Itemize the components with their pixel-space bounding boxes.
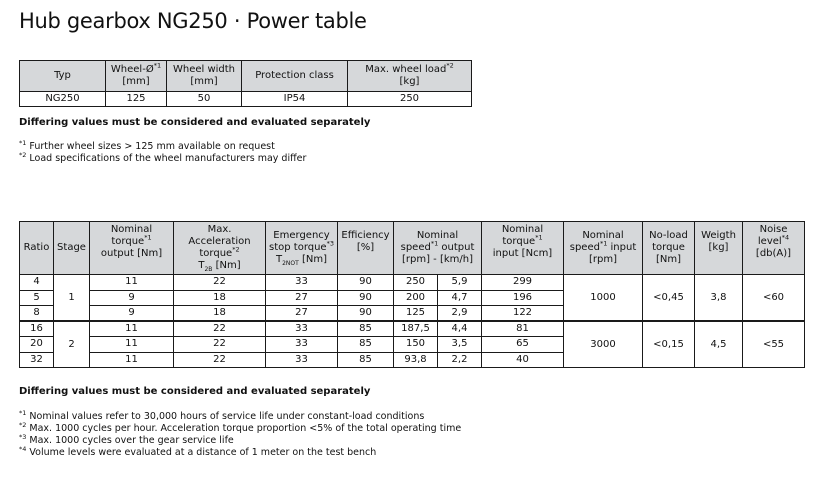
- cell-stage: 2: [54, 321, 90, 368]
- cell-noise-level: <55: [743, 321, 805, 368]
- header-nominal-speed-output: Nominal speed$^{*1}$ output [rpm] - [km/h]: [394, 222, 482, 275]
- page-title: Hub gearbox NG250 · Power table: [19, 9, 367, 33]
- cell-torque-input: 65: [482, 337, 564, 353]
- cell-speed-input: 1000: [564, 275, 643, 322]
- footnote: $^{*1}$ Nominal values refer to 30,000 hours of service life under constant-load conditions: [19, 408, 425, 422]
- cell-efficiency: 90: [338, 306, 394, 322]
- cell-wheel-diameter: 125: [106, 92, 167, 107]
- cell-speed-kmh: 2,2: [438, 352, 482, 368]
- cell-speed-rpm: 187,5: [394, 321, 438, 337]
- cell-emergency-torque: 27: [266, 290, 338, 306]
- cell-ratio: 32: [20, 352, 54, 368]
- cell-efficiency: 90: [338, 290, 394, 306]
- cell-speed-kmh: 5,9: [438, 275, 482, 291]
- cell-torque-output: 11: [90, 275, 174, 291]
- cell-torque-output: 11: [90, 337, 174, 353]
- footnote: $^{*1}$ Further wheel sizes > 125 mm available on request: [19, 138, 275, 152]
- cell-efficiency: 85: [338, 352, 394, 368]
- cell-torque-output: 11: [90, 321, 174, 337]
- power-table: [19, 221, 805, 368]
- cell-wheel-width: 50: [167, 92, 242, 107]
- cell-emergency-torque: 33: [266, 321, 338, 337]
- cell-emergency-torque: 27: [266, 306, 338, 322]
- cell-speed-kmh: 2,9: [438, 306, 482, 322]
- header-nominal-torque-input: Nominal torque$^{*1}$ input [Ncm]: [482, 222, 564, 275]
- header-nominal-torque-output: Nominal torque$^{*1}$ output [Nm]: [90, 222, 174, 275]
- cell-torque-input: 196: [482, 290, 564, 306]
- table-row: [20, 275, 805, 291]
- cell-ratio: 8: [20, 306, 54, 322]
- cell-noise-level: <60: [743, 275, 805, 322]
- cell-accel-torque: 22: [174, 275, 266, 291]
- cell-speed-rpm: 250: [394, 275, 438, 291]
- cell-emergency-torque: 33: [266, 275, 338, 291]
- header-wheel-diameter: Wheel-$Ø^{*1}$ [mm]: [106, 61, 167, 92]
- cell-speed-rpm: 93,8: [394, 352, 438, 368]
- header-no-load-torque: No-load torque [Nm]: [643, 222, 695, 275]
- header-ratio: Ratio: [20, 222, 54, 275]
- cell-speed-kmh: 4,4: [438, 321, 482, 337]
- cell-emergency-torque: 33: [266, 337, 338, 353]
- footnotes-top: [19, 138, 307, 165]
- cell-speed-kmh: 3,5: [438, 337, 482, 353]
- cell-speed-input: 3000: [564, 321, 643, 368]
- header-efficiency: Efficiency [%]: [338, 222, 394, 275]
- cell-weight: 3,8: [695, 275, 743, 322]
- footnote: $^{*2}$ Load specifications of the wheel manufacturers may differ: [19, 150, 307, 164]
- cell-no-load-torque: <0,15: [643, 321, 695, 368]
- table-header-row: [20, 222, 805, 275]
- header-max-acceleration-torque: Max. Acceleration torque$^{*2}$ $T_{2B}$ [Nm]: [174, 222, 266, 275]
- cell-torque-input: 81: [482, 321, 564, 337]
- cell-protection-class: IP54: [242, 92, 348, 107]
- cell-torque-output: 11: [90, 352, 174, 368]
- cell-speed-rpm: 200: [394, 290, 438, 306]
- cell-speed-rpm: 150: [394, 337, 438, 353]
- table-header-row: [20, 61, 472, 92]
- header-typ: Typ: [20, 61, 106, 92]
- header-stage: Stage: [54, 222, 90, 275]
- cell-weight: 4,5: [695, 321, 743, 368]
- cell-efficiency: 85: [338, 337, 394, 353]
- cell-torque-input: 40: [482, 352, 564, 368]
- header-weight: Weigth [kg]: [695, 222, 743, 275]
- cell-emergency-torque: 33: [266, 352, 338, 368]
- cell-accel-torque: 22: [174, 321, 266, 337]
- table-row: [20, 92, 472, 107]
- footnotes-bottom: [19, 408, 462, 459]
- cell-speed-kmh: 4,7: [438, 290, 482, 306]
- cell-torque-output: 9: [90, 290, 174, 306]
- header-emergency-stop-torque: Emergency stop torque$^{*3}$ $T_{2NOT}$ [Nm]: [266, 222, 338, 275]
- cell-efficiency: 85: [338, 321, 394, 337]
- cell-max-wheel-load: 250: [348, 92, 472, 107]
- cell-accel-torque: 22: [174, 337, 266, 353]
- footnote: $^{*4}$ Volume levels were evaluated at a distance of 1 meter on the test bench: [19, 444, 377, 458]
- cell-speed-rpm: 125: [394, 306, 438, 322]
- cell-torque-input: 299: [482, 275, 564, 291]
- table-row: [20, 321, 805, 337]
- cell-accel-torque: 22: [174, 352, 266, 368]
- cell-typ: NG250: [20, 92, 106, 107]
- note-differing-values: Differing values must be considered and evaluated separately: [19, 117, 371, 128]
- footnote: $^{*3}$ Max. 1000 cycles over the gear service life: [19, 432, 234, 446]
- header-protection-class: Protection class: [242, 61, 348, 92]
- note-differing-values: Differing values must be considered and evaluated separately: [19, 386, 371, 397]
- header-nominal-speed-input: Nominal speed$^{*1}$ input [rpm]: [564, 222, 643, 275]
- cell-accel-torque: 18: [174, 306, 266, 322]
- cell-ratio: 16: [20, 321, 54, 337]
- cell-efficiency: 90: [338, 275, 394, 291]
- cell-torque-input: 122: [482, 306, 564, 322]
- product-spec-table: [19, 60, 472, 107]
- cell-stage: 1: [54, 275, 90, 322]
- cell-ratio: 20: [20, 337, 54, 353]
- cell-accel-torque: 18: [174, 290, 266, 306]
- cell-no-load-torque: <0,45: [643, 275, 695, 322]
- header-noise-level: Noise level$^{*4}$ [db(A)]: [743, 222, 805, 275]
- footnote: $^{*2}$ Max. 1000 cycles per hour. Acceleration torque proportion <5% of the total operating time: [19, 420, 462, 434]
- cell-torque-output: 9: [90, 306, 174, 322]
- cell-ratio: 5: [20, 290, 54, 306]
- cell-ratio: 4: [20, 275, 54, 291]
- header-wheel-width: Wheel width [mm]: [167, 61, 242, 92]
- header-max-wheel-load: Max. wheel load$^{*2}$ [kg]: [348, 61, 472, 92]
